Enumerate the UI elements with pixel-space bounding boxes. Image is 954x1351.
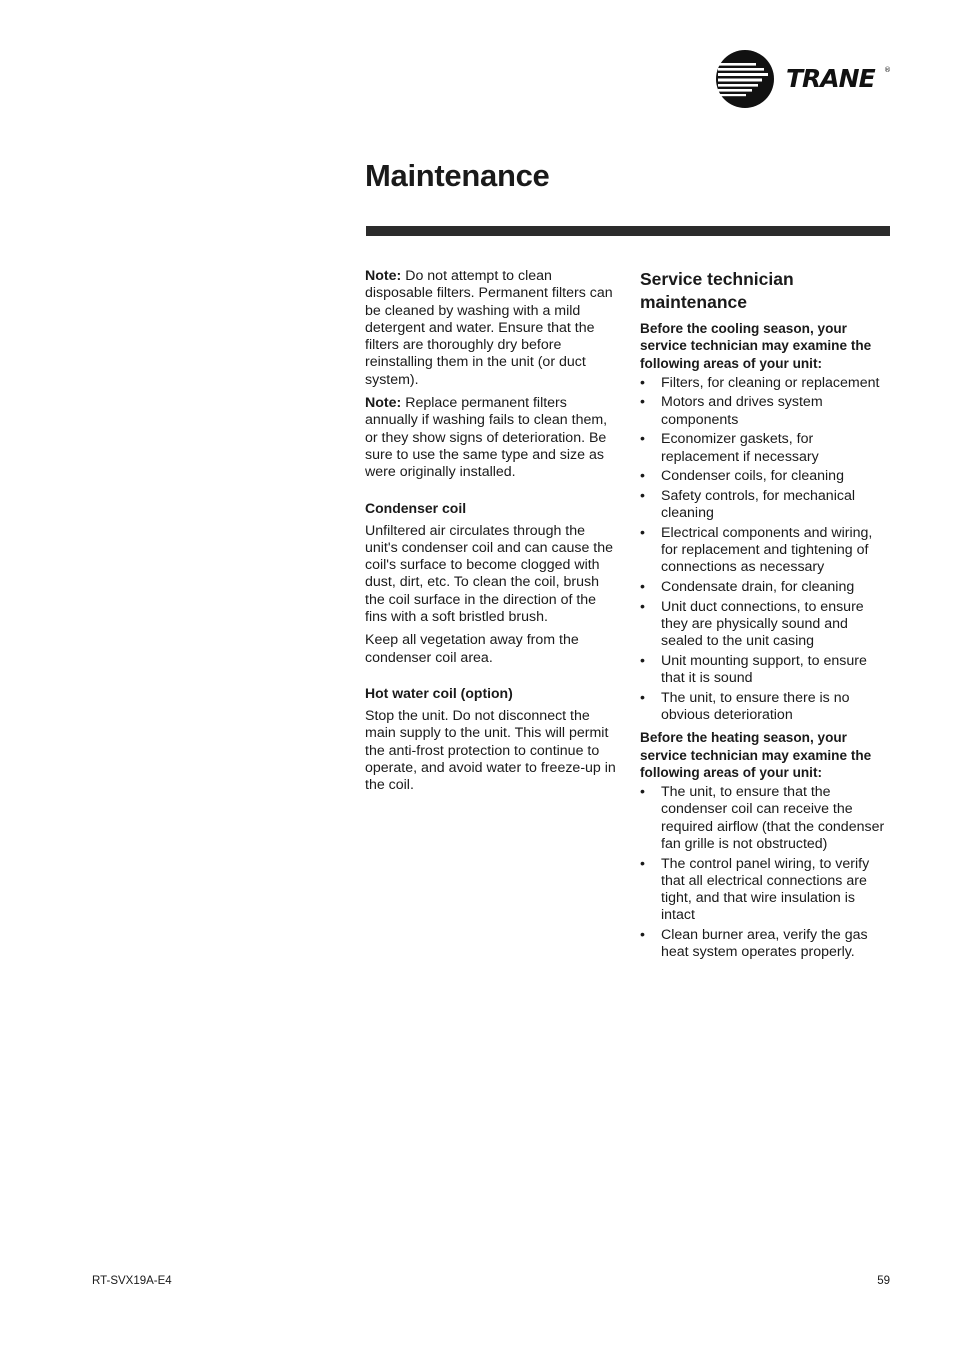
bullet-icon: • <box>640 652 645 669</box>
list-item: • Unit duct connections, to ensure they are physically sound and sealed to the unit casing <box>640 598 864 650</box>
list-item: • Motors and drives system components <box>640 394 823 428</box>
list-item: • Filters, for cleaning or replacement <box>640 374 880 391</box>
trane-logo <box>716 50 896 108</box>
trane-wordmark: TRANE <box>786 64 875 93</box>
list-item: • Safety controls, for mechanical cleaning <box>640 487 855 522</box>
bullet-icon: • <box>640 855 645 872</box>
page-title: Maintenance <box>365 158 550 193</box>
bullet-icon: • <box>640 487 645 504</box>
list-item: • Clean burner area, verify the gas heat system operates properly. <box>640 927 868 961</box>
document-code: RT-SVX19A-E4 <box>92 1275 172 1287</box>
heating-checklist <box>640 784 890 962</box>
service-technician-heading: Service technician maintenance <box>640 269 794 312</box>
bullet-icon: • <box>640 689 645 706</box>
list-item: • Unit mounting support, to ensure that it is sound <box>640 652 867 687</box>
list-item: • The unit, to ensure there is no obvious deterioration <box>640 689 850 723</box>
bullet-icon: • <box>640 598 645 615</box>
left-column <box>365 268 617 800</box>
bullet-icon: • <box>640 468 645 485</box>
bullet-icon: • <box>640 374 645 391</box>
bullet-icon: • <box>640 927 645 944</box>
bullet-icon: • <box>640 431 645 448</box>
condenser-coil-paragraph: Unfiltered air circulates through the unit's condenser coil and can cause the coil's surface to become clogged with dust, dirt, etc. To clean the coil, brush the coil surface in the direction of the fins with a soft bristled brush. <box>365 522 613 626</box>
list-item: • The unit, to ensure that the condenser coil can receive the required airflow (that the condenser fan grille is not obstructed) <box>640 784 885 852</box>
page-number: 59 <box>877 1275 890 1287</box>
right-column <box>640 268 890 964</box>
hot-water-coil-heading: Hot water coil (option) <box>365 684 513 701</box>
list-item: • Condenser coils, for cleaning <box>640 468 844 485</box>
list-item: • Electrical components and wiring, for replacement and tightening of connections as necessary <box>640 524 873 576</box>
note-filters-clean: Note: Do not attempt to clean disposable filters. Permanent filters can be cleaned by washing with a mild detergent and water. Ensure that the filters are thoroughly dry before reinstalling them in the unit (or duct system). <box>365 268 613 388</box>
bullet-icon: • <box>640 578 645 595</box>
heating-season-lead: Before the heating season, your service technician may examine the following areas of your unit: <box>640 730 872 780</box>
list-item: • Economizer gaskets, for replacement if necessary <box>640 431 819 465</box>
bullet-icon: • <box>640 524 645 541</box>
note-filters-replace: Note: Replace permanent filters annually if washing fails to clean them, or they show signs of deterioration. Be sure to use the same type and size as were originally installed. <box>365 395 608 481</box>
list-item: • The control panel wiring, to verify that all electrical connections are tight, and that wire insulation is intact <box>640 855 870 924</box>
cooling-season-lead: Before the cooling season, your service technician may examine the following areas of your unit: <box>640 321 872 371</box>
hot-water-coil-paragraph: Stop the unit. Do not disconnect the main supply to the unit. This will permit the anti-frost protection to continue to operate, and avoid water to freeze-up in the coil. <box>365 707 616 794</box>
bullet-icon: • <box>640 784 645 801</box>
bullet-icon: • <box>640 394 645 411</box>
trane-logo-mark <box>716 50 896 108</box>
list-item: • Condensate drain, for cleaning <box>640 578 855 595</box>
registered-mark: ® <box>884 66 891 74</box>
cooling-checklist <box>640 375 890 724</box>
title-rule <box>366 226 890 236</box>
condenser-vegetation-paragraph: Keep all vegetation away from the condenser coil area. <box>365 632 579 666</box>
condenser-coil-heading: Condenser coil <box>365 499 467 516</box>
